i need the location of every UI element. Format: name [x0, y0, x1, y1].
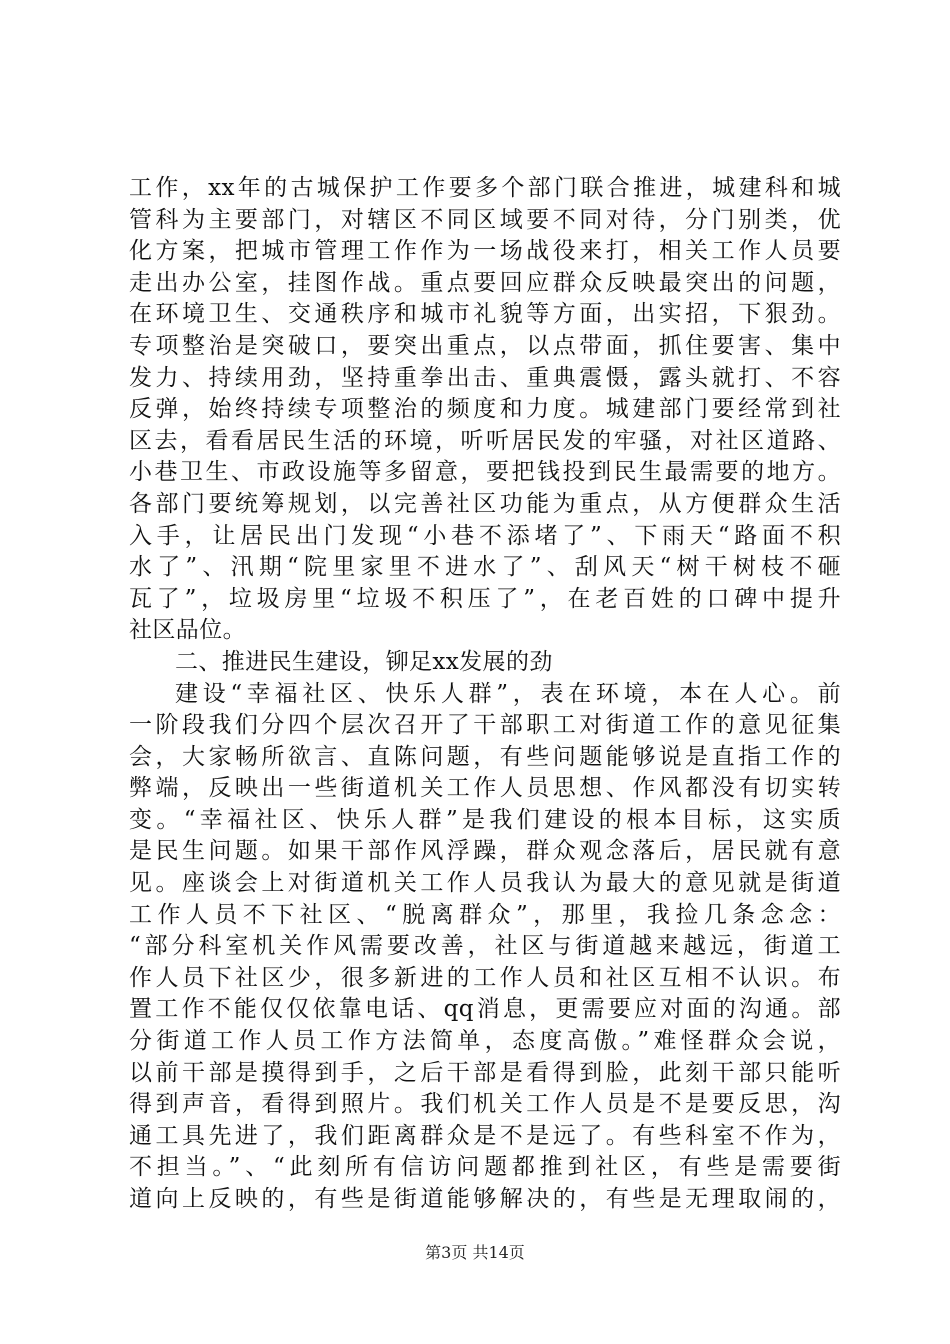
- text-line: 见。座谈会上对街道机关工作人员我认为最大的意见就是街道: [129, 870, 841, 897]
- text-line: 在环境卫生、交通秩序和城市礼貌等方面，出实招，下狠劲。: [129, 301, 841, 328]
- text-line: 社区品位。: [129, 617, 246, 644]
- text-line: 发力、持续用劲，坚持重拳出击、重典震慑，露头就打、不容: [129, 364, 841, 391]
- text-line: 水了”、汛期“院里家里不进水了”、刮风天“树干树枝不砸: [129, 554, 841, 581]
- text-line: 一阶段我们分四个层次召开了干部职工对街道工作的意见征集: [129, 712, 841, 739]
- text-line: 工作人员不下社区、“脱离群众”，那里，我捡几条念念：: [129, 901, 841, 928]
- section-heading: 二、推进民生建设，铆足xx发展的劲: [175, 648, 553, 675]
- text-line: 不担当。”、“此刻所有信访问题都推到社区，有些是需要街: [129, 1154, 841, 1181]
- text-line: 会，大家畅所欲言、直陈问题，有些问题能够说是直指工作的: [129, 743, 841, 770]
- text-line: 得到声音，看得到照片。我们机关工作人员是不是要反思，沟: [129, 1091, 841, 1118]
- text-line: 区去，看看居民生活的环境，听听居民发的牢骚，对社区道路、: [129, 427, 841, 454]
- text-line: 管科为主要部门，对辖区不同区域要不同对待，分门别类，优: [129, 206, 841, 233]
- text-line: 道向上反映的，有些是街道能够解决的，有些是无理取闹的，: [129, 1186, 841, 1212]
- text-line: 反弹，始终持续专项整治的频度和力度。城建部门要经常到社: [129, 396, 841, 423]
- text-line: 分街道工作人员工作方法简单，态度高傲。”难怪群众会说，: [129, 1028, 841, 1055]
- text-line: 通工具先进了，我们距离群众是不是远了。有些科室不作为，: [129, 1122, 841, 1149]
- text-line: 建设“幸福社区、快乐人群”，表在环境，本在人心。前: [175, 680, 841, 707]
- text-line: 是民生问题。如果干部作风浮躁，群众观念落后，居民就有意: [129, 838, 841, 865]
- text-line: 作人员下社区少，很多新进的工作人员和社区互相不认识。布: [129, 964, 841, 991]
- text-line: 化方案，把城市管理工作作为一场战役来打，相关工作人员要: [129, 238, 841, 265]
- page-number-footer: 第3页 共14页: [425, 1243, 525, 1262]
- text-line: 专项整治是突破口，要突出重点，以点带面，抓住要害、集中: [129, 332, 841, 359]
- text-line: 走出办公室，挂图作战。重点要回应群众反映最突出的问题，: [129, 269, 841, 296]
- text-line: 入手，让居民出门发现“小巷不添堵了”、下雨天“路面不积: [129, 522, 841, 549]
- text-line: “部分科室机关作风需要改善，社区与街道越来越远，街道工: [129, 933, 841, 960]
- text-line: 工作，xx年的古城保护工作要多个部门联合推进，城建科和城: [129, 175, 841, 201]
- text-line: 以前干部是摸得到手，之后干部是看得到脸，此刻干部只能听: [129, 1059, 841, 1086]
- text-line: 瓦了”，垃圾房里“垃圾不积压了”，在老百姓的口碑中提升: [129, 585, 841, 612]
- text-line: 各部门要统筹规划，以完善社区功能为重点，从方便群众生活: [129, 490, 841, 517]
- text-line: 置工作不能仅仅依靠电话、qq消息，更需要应对面的沟通。部: [129, 996, 841, 1023]
- text-line: 弊端，反映出一些街道机关工作人员思想、作风都没有切实转: [129, 775, 841, 802]
- document-body: [129, 173, 841, 1216]
- text-line: 小巷卫生、市政设施等多留意，要把钱投到民生最需要的地方。: [129, 459, 841, 486]
- text-line: 变。“幸福社区、快乐人群”是我们建设的根本目标，这实质: [129, 806, 841, 833]
